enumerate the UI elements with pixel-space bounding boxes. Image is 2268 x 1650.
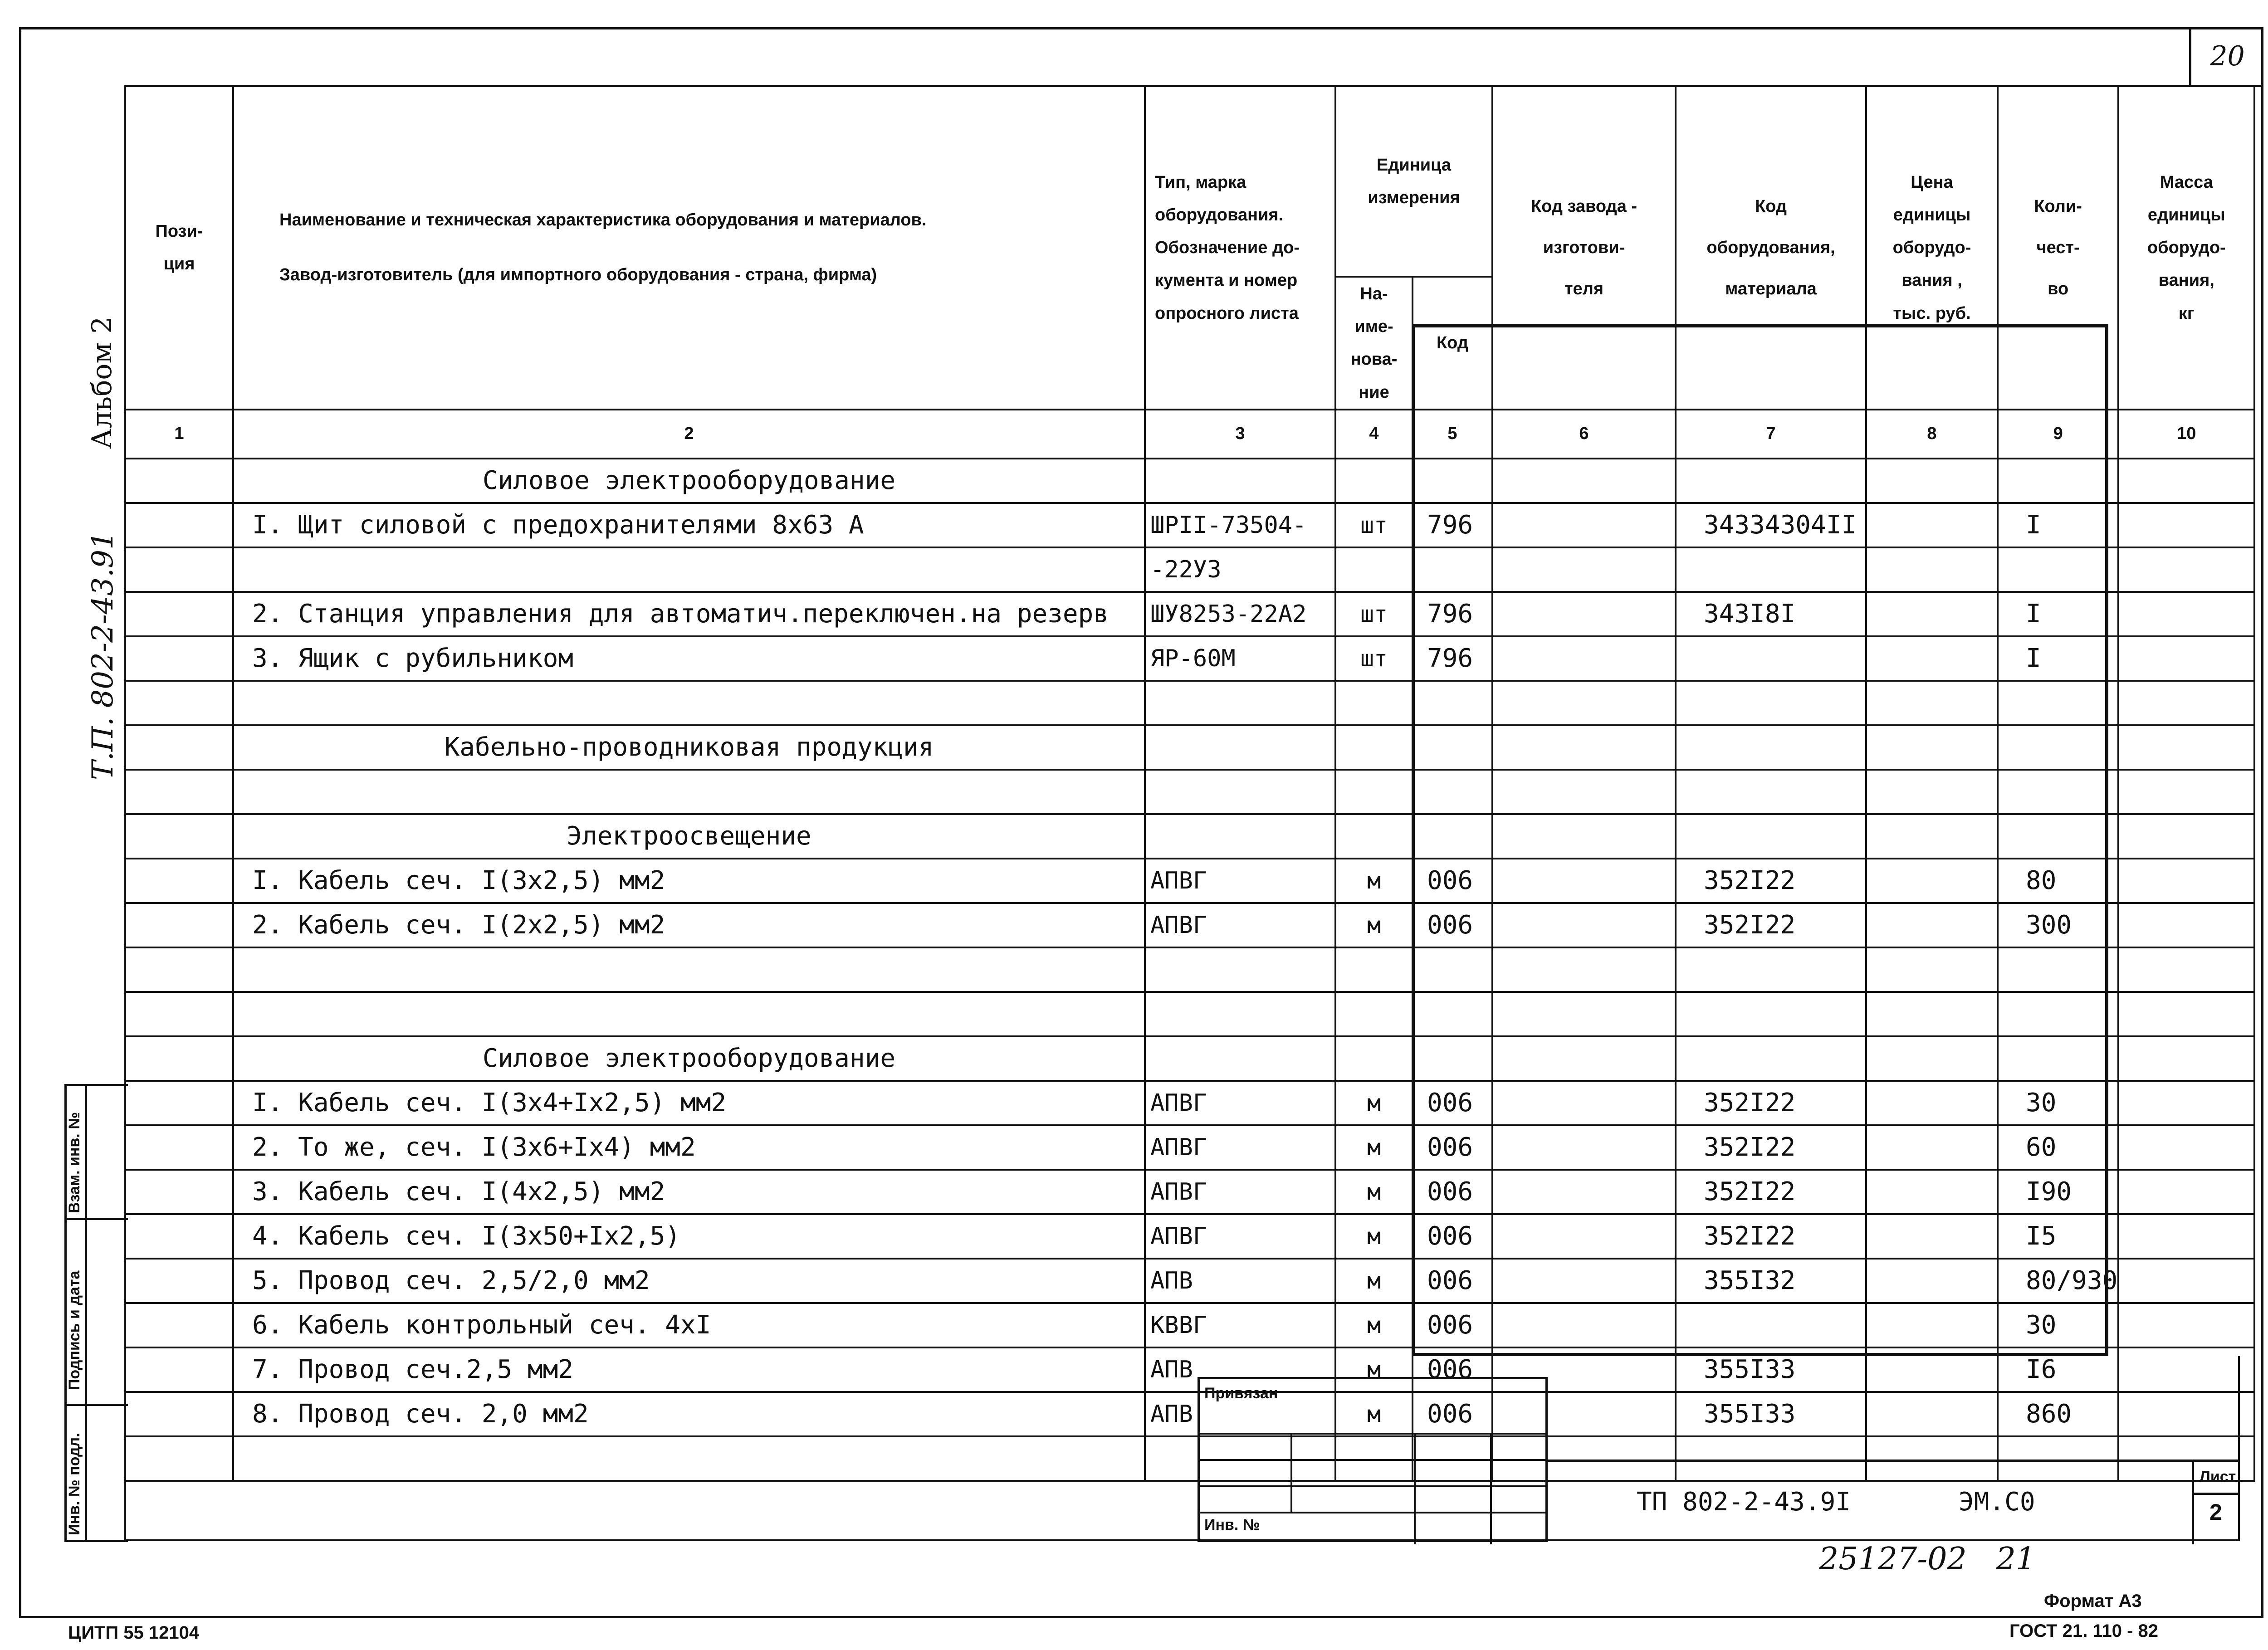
cell-type: [1145, 1036, 1335, 1081]
cell-unit-code: 796: [1413, 592, 1492, 636]
cell-mass: [2118, 1170, 2254, 1214]
cell-unit-code: 006: [1413, 1347, 1492, 1392]
cell-name: I. Кабель сеч. I(3х2,5) мм2: [233, 859, 1145, 903]
cell-unit: м: [1335, 1125, 1413, 1170]
podpis-label: Подпись и дата: [66, 1270, 83, 1390]
cell-mass: [2118, 459, 2254, 503]
cell-unit: [1335, 814, 1413, 859]
cell-pos: [125, 947, 233, 992]
section-title: Электроосвещение: [233, 814, 1145, 859]
list-number: 2: [2209, 1499, 2222, 1525]
cell-pos: [125, 1214, 233, 1259]
cell-unit: шт: [1335, 503, 1413, 547]
cell-name: [233, 681, 1145, 725]
cell-unit: [1335, 459, 1413, 503]
cell-qty: I: [1998, 592, 2118, 636]
cell-mass: [2118, 814, 2254, 859]
cell-unit: [1335, 992, 1413, 1036]
handwritten-number: 25127-02 21: [1819, 1541, 2036, 1577]
citp-label: ЦИТП 55 12104: [68, 1623, 200, 1643]
cell-unit: шт: [1335, 592, 1413, 636]
cell-unit: шт: [1335, 636, 1413, 681]
cell-name: [233, 947, 1145, 992]
cell-type: ШРII-73504-: [1145, 503, 1335, 547]
title-block: [1546, 1460, 2240, 1542]
cell-unit: [1335, 681, 1413, 725]
cell-name: 2. Станция управления для автоматич.переключен.на резерв: [233, 592, 1145, 636]
stamp-hline: [1200, 1459, 1545, 1461]
cell-type: АПВГ: [1145, 1125, 1335, 1170]
cell-type: [1145, 459, 1335, 503]
col-number: 1: [125, 410, 233, 459]
section-title: Кабельно-проводниковая продукция: [233, 725, 1145, 770]
cell-name: [233, 547, 1145, 592]
cell-mass: [2118, 725, 2254, 770]
cell-mass: [2118, 1036, 2254, 1081]
cell-mass: [2118, 947, 2254, 992]
cell-unit: м: [1335, 1170, 1413, 1214]
cell-mass: [2118, 503, 2254, 547]
cell-equip-code: 352I22: [1676, 1214, 1866, 1259]
cell-type: АПВ: [1145, 1392, 1335, 1436]
cell-equip-code: 355I33: [1676, 1392, 1866, 1436]
cell-name: 2. Кабель сеч. I(2х2,5) мм2: [233, 903, 1145, 947]
col-number: 5: [1413, 410, 1492, 459]
cell-qty: 30: [1998, 1303, 2118, 1347]
cell-qty: 80/930: [1998, 1259, 2118, 1303]
cell-unit-code: 006: [1413, 1125, 1492, 1170]
hdr-unit-name: На- име- нова- ние: [1335, 277, 1413, 410]
cell-qty: 300: [1998, 903, 2118, 947]
list-divider: [2194, 1493, 2240, 1495]
cell-qty: 30: [1998, 1081, 2118, 1125]
cell-type: КВВГ: [1145, 1303, 1335, 1347]
cell-name: 4. Кабель сеч. I(3х50+Iх2,5): [233, 1214, 1145, 1259]
stamp-hline: [1200, 1433, 1545, 1435]
stamp-hline: [1200, 1485, 1545, 1487]
vzam-inv-label: Взам. инв. №: [66, 1112, 83, 1213]
col-number: 7: [1676, 410, 1866, 459]
cell-pos: [125, 1081, 233, 1125]
side-album: Альбом 2: [86, 316, 118, 449]
cell-type: АПВГ: [1145, 1081, 1335, 1125]
cell-name: 5. Провод сеч. 2,5/2,0 мм2: [233, 1259, 1145, 1303]
cell-equip-code: 352I22: [1676, 859, 1866, 903]
cell-unit: м: [1335, 903, 1413, 947]
cell-pos: [125, 859, 233, 903]
cell-mass: [2118, 636, 2254, 681]
cell-type: АПВГ: [1145, 1214, 1335, 1259]
cell-mass: [2118, 681, 2254, 725]
cell-equip-code: 355I33: [1676, 1347, 1866, 1392]
cell-type: [1145, 947, 1335, 992]
cell-unit-code: 006: [1413, 1081, 1492, 1125]
cell-pos: [125, 903, 233, 947]
cell-unit: м: [1335, 1081, 1413, 1125]
cell-mass: [2118, 1214, 2254, 1259]
side-project: Т.П. 802-2-43.91: [86, 531, 120, 780]
doc-mark: ЭМ.С0: [1959, 1487, 2035, 1517]
cell-name: 3. Кабель сеч. I(4х2,5) мм2: [233, 1170, 1145, 1214]
cell-type: АПВГ: [1145, 1170, 1335, 1214]
cell-unit: [1335, 547, 1413, 592]
cell-mass: [2118, 859, 2254, 903]
left-box-divider: [67, 1218, 128, 1220]
cell-type: АПВ: [1145, 1347, 1335, 1392]
col-number: 8: [1866, 410, 1998, 459]
cell-unit-code: 006: [1413, 1303, 1492, 1347]
cell-unit: [1335, 770, 1413, 814]
doc-code: ТП 802-2-43.9I: [1637, 1487, 1851, 1517]
cell-pos: [125, 1036, 233, 1081]
left-box-divider: [67, 1404, 128, 1406]
cell-unit: м: [1335, 1392, 1413, 1436]
cell-pos: [125, 636, 233, 681]
bold-outline-top: [1412, 324, 2108, 327]
list-box: [2192, 1462, 2240, 1544]
cell-mass: [2118, 770, 2254, 814]
cell-pos: [125, 503, 233, 547]
cell-unit: [1335, 725, 1413, 770]
cell-type: [1145, 725, 1335, 770]
cell-pos: [125, 1303, 233, 1347]
cell-mass: [2118, 1259, 2254, 1303]
inv-no-label: Инв. №: [1204, 1516, 1260, 1533]
cell-qty: I: [1998, 503, 2118, 547]
cell-qty: 60: [1998, 1125, 2118, 1170]
cell-pos: [125, 681, 233, 725]
stamp-vline: [1490, 1433, 1492, 1544]
left-box-vline: [85, 1086, 87, 1540]
stamp-hline: [1200, 1512, 1545, 1513]
cell-unit: м: [1335, 1259, 1413, 1303]
cell-pos: [125, 770, 233, 814]
cell-unit-code: 796: [1413, 636, 1492, 681]
cell-pos: [125, 725, 233, 770]
cell-qty: I90: [1998, 1170, 2118, 1214]
cell-pos: [125, 547, 233, 592]
cell-unit-code: 006: [1413, 1392, 1492, 1436]
hdr-name: [233, 86, 1145, 410]
cell-name: [233, 992, 1145, 1036]
cell-type: [1145, 992, 1335, 1036]
cell-qty: 860: [1998, 1392, 2118, 1436]
hdr-unit-group: Единица измерения: [1335, 86, 1492, 277]
hdr-price: Цена единицы оборудо- вания , тыс. руб.: [1866, 86, 1998, 410]
sheet-number: 20: [2189, 27, 2263, 87]
col-number: 4: [1335, 410, 1413, 459]
cell-name: [233, 770, 1145, 814]
cell-type: АПВГ: [1145, 903, 1335, 947]
list-label: Лист: [2200, 1468, 2236, 1485]
section-title: Силовое электрооборудование: [233, 459, 1145, 503]
cell-name: 2. То же, сеч. I(3х6+Iх4) мм2: [233, 1125, 1145, 1170]
cell-equip-code: 343I8I: [1676, 592, 1866, 636]
cell-unit-code: 006: [1413, 1214, 1492, 1259]
cell-equip-code: 355I32: [1676, 1259, 1866, 1303]
cell-unit: м: [1335, 859, 1413, 903]
cell-unit-code: 006: [1413, 859, 1492, 903]
cell-name: 3. Ящик с рубильником: [233, 636, 1145, 681]
hdr-unit-code: Код: [1413, 277, 1492, 410]
cell-type: АПВ: [1145, 1259, 1335, 1303]
cell-type: [1145, 681, 1335, 725]
cell-mass: [2118, 1125, 2254, 1170]
cell-name: 6. Кабель контрольный сеч. 4хI: [233, 1303, 1145, 1347]
cell-type: АПВГ: [1145, 859, 1335, 903]
cell-unit: м: [1335, 1214, 1413, 1259]
col-number: 3: [1145, 410, 1335, 459]
cell-unit: м: [1335, 1303, 1413, 1347]
header-row: [125, 86, 2254, 277]
section-title: Силовое электрооборудование: [233, 1036, 1145, 1081]
cell-name: 8. Провод сеч. 2,0 мм2: [233, 1392, 1145, 1436]
cell-pos: [125, 592, 233, 636]
hdr-pos: Пози- ция: [125, 86, 233, 410]
bold-outline: [1412, 326, 2108, 1356]
cell-unit-code: 006: [1413, 1170, 1492, 1214]
cell-equip-code: 352I22: [1676, 1170, 1866, 1214]
col-number: 10: [2118, 410, 2254, 459]
cell-equip-code: 352I22: [1676, 903, 1866, 947]
hdr-qty: Коли- чест- во: [1998, 86, 2118, 410]
cell-unit-code: 006: [1413, 1259, 1492, 1303]
cell-type: [1145, 770, 1335, 814]
cell-name: I. Кабель сеч. I(3х4+Iх2,5) мм2: [233, 1081, 1145, 1125]
cell-mass: [2118, 1303, 2254, 1347]
gost-label: ГОСТ 21. 110 - 82: [2009, 1621, 2158, 1641]
cell-unit-code: 006: [1413, 903, 1492, 947]
col-number: 6: [1492, 410, 1676, 459]
hdr-mass: Масса единицы оборудо- вания, кг: [2118, 86, 2254, 410]
cell-pos: [125, 1125, 233, 1170]
cell-pos: [125, 1170, 233, 1214]
cell-unit: [1335, 1036, 1413, 1081]
stamp-vline: [1414, 1433, 1416, 1544]
cell-mass: [2118, 1081, 2254, 1125]
cell-mass: [2118, 903, 2254, 947]
cell-pos: [125, 814, 233, 859]
hdr-equip-code: Код оборудования, материала: [1676, 86, 1866, 410]
cell-mass: [2118, 992, 2254, 1036]
cell-qty: 80: [1998, 859, 2118, 903]
cell-equip-code: 34334304II: [1676, 503, 1866, 547]
cell-name: I. Щит силовой с предохранителями 8х63 А: [233, 503, 1145, 547]
format-label: Формат А3: [2044, 1591, 2142, 1611]
hdr-type: Тип, марка оборудования. Обозначение до- кумента и номер опросного листа: [1145, 86, 1335, 410]
cell-qty: I: [1998, 636, 2118, 681]
cell-type: ЯР-60М: [1145, 636, 1335, 681]
cell-equip-code: 352I22: [1676, 1081, 1866, 1125]
cell-qty: I6: [1998, 1347, 2118, 1392]
cell-unit: [1335, 947, 1413, 992]
inv-podl-label: Инв. № подл.: [66, 1433, 83, 1535]
cell-pos: [125, 459, 233, 503]
left-approval-box: [64, 1084, 128, 1542]
cell-type: [1145, 814, 1335, 859]
hdr-factory-code: Код завода - изготови- теля: [1492, 86, 1676, 410]
col-number: 2: [233, 410, 1145, 459]
cell-type: ШУ8253-22А2: [1145, 592, 1335, 636]
cell-type: -22У3: [1145, 547, 1335, 592]
cell-equip-code: 352I22: [1676, 1125, 1866, 1170]
hdr-name-line1: Наименование и техническая характеристика оборудования и материалов.: [279, 210, 927, 229]
privyazan-stamp: [1198, 1377, 1548, 1542]
privyazan-label: Привязан: [1204, 1385, 1278, 1402]
cell-mass: [2118, 592, 2254, 636]
col-number: 9: [1998, 410, 2118, 459]
cell-unit-code: 796: [1413, 503, 1492, 547]
cell-unit: м: [1335, 1347, 1413, 1392]
cell-pos: [125, 992, 233, 1036]
cell-mass: [2118, 547, 2254, 592]
hdr-name-line2: Завод-изготовитель (для импортного оборудования - страна, фирма): [279, 265, 877, 285]
stamp-vline: [1290, 1433, 1292, 1512]
cell-qty: I5: [1998, 1214, 2118, 1259]
cell-pos: [125, 1259, 233, 1303]
cell-name: 7. Провод сеч.2,5 мм2: [233, 1347, 1145, 1392]
